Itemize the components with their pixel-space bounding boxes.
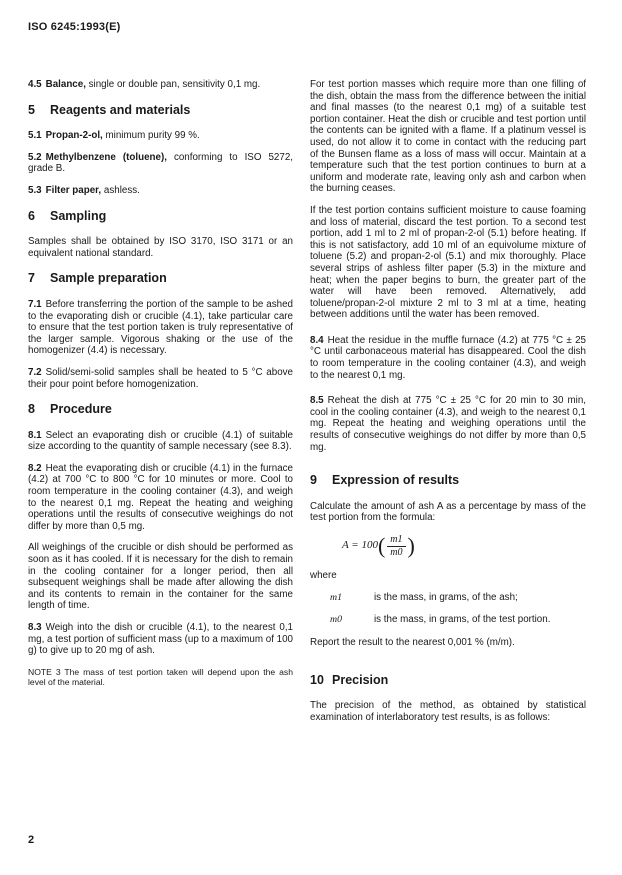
symbol-definitions [310,592,586,626]
clause-8-5: 8.5 Reheat the dish at 775 °C ± 25 °C for 20 min to 30 min, cool in the cooling container (4.3), and weigh to the nearest 0,1 mg. Repeat the heating and weighing operations until the results of consecutive weighings do not differ by more than 0,5 mg. [310,395,586,453]
precision-text: The precision of the method, as obtained by statistical examination of interlaboratory test results, is as follows: [310,700,586,723]
section-heading-6: 6 Sampling [28,208,107,223]
procedure-paragraph-2: If the test portion contains sufficient moisture to cause foaming and loss of material, discard the test portion. To a second test portion, add 1 ml to 2 ml of propan-2-ol (5.1) before heating. If this is not satisfactory, add 10 ml of an equivolume mixture of toluene (5.2) and propan-2-ol (5.1) and mix thoroughly. Place several strips of ashless filter paper (5.3) in the mixture and heat; when the paper begins to burn, the greater part of the water will have been removed. Alternatively, add toluene/propan-2-ol mixture 2 ml to 3 ml at a time, heating between additions until the water has been removed. [310,204,586,321]
clause-title: Balance, [45,79,86,90]
document-header: ISO 6245:1993(E) [28,21,121,33]
section-heading-5: 5 Reagents and materials [28,102,191,117]
clause-8-3: 8.3 Weigh into the dish or crucible (4.1), to the nearest 0,1 mg, a test portion of sufficient mass (up to a maximum of 100 g) to give up to 20 mg of ash. [28,622,293,657]
definition-row: m0 is the mass, in grams, of the test portion. [330,614,551,626]
report-instruction: Report the result to the nearest 0,001 % (m/m). [310,636,515,648]
left-column [28,79,293,698]
clause-5-1: 5.1 Propan-2-ol, minimum purity 99 %. [28,130,200,142]
formula-denominator: m0 [390,546,403,558]
procedure-paragraph-1: For test portion masses which require more than one filling of the dish, obtain the mass from the difference between the initial and final masses (to the nearest 0,1 mg) of a suitable test portion container. Heat the dish or crucible and test portion until the contents can be ignited with a flame. If a platinum vessel is used, do not allow it to come in contact with the reducing part of the Bunsen flame as a loss of mass will occur. Maintain at a temperature such that the test portion continues to burn at a uniform and moderate rate, leaving only ash and carbon when the burning ceases. [310,79,586,195]
ash-formula: A = 100 ( $\frac{m1}{m0}$ ) [342,533,415,559]
clause-7-1: 7.1 Before transferring the portion of the sample to be ashed to the evaporating dish or crucible (4.1), take particular care to ensure that the test portion taken is truly representative of the larger sample. Vigorous shaking or the use of the homogenizer (4.4) is necessary. [28,298,293,357]
clause-8-1: 8.1 Select an evaporating dish or crucible (4.1) of suitable size according to the quantity of sample necessary (see 8.3). [28,429,293,453]
right-column [310,79,586,733]
page-number: 2 [28,834,35,846]
clause-8-2-continued: All weighings of the crucible or dish should be performed as soon as it has cooled. If it is necessary for the dish to remain in the cooling container for a longer period, then all subsequent weighings shall be made after allowing the dish and its contents to remain in the container for the same length of time. [28,542,293,612]
clause-8-4: 8.4 Heat the residue in the muffle furnace (4.2) at 775 °C ± 25 °C until carbonaceous material has disappeared. Cool the dish to room temperature in the cooling container (4.3), and weigh to the nearest 0,1 mg. [310,334,586,381]
section-heading-7: 7 Sample preparation [28,271,167,286]
section-heading-9: 9 Expression of results [310,473,460,488]
clause-7-2: 7.2 Solid/semi-solid samples shall be heated to 5 °C above their pour point before homogenization. [28,366,293,390]
clause-number: 4.5 [28,79,42,90]
formula-lhs: A = 100 [342,539,378,552]
note-3: NOTE 3 The mass of test portion taken will depend upon the ash level of the material. [28,666,293,688]
section-heading-10: 10 Precision [310,672,389,687]
formula-fraction [387,534,405,558]
clause-5-3: 5.3 Filter paper, ashless. [28,184,140,196]
sampling-text: Samples shall be obtained by ISO 3170, ISO 3171 or an equivalent national standard. [28,236,293,259]
clause-text: single or double pan, sensitivity 0,1 mg. [85,79,261,90]
section-heading-8: 8 Procedure [28,402,112,417]
clause-4-5 [28,79,293,91]
where-label: where [310,570,337,582]
clause-8-2: 8.2 Heat the evaporating dish or crucible (4.1) in the furnace (4.2) at 700 °C to 800 °C for 10 minutes or more. Cool to room temperature in the cooling container (4.3), and weigh to the nearest 0,1 mg. Repeat the heating and weighing operations until the results of consecutive weighings do not differ by more than 0,5 mg. [28,462,293,532]
definition-row: m1 is the mass, in grams, of the ash; [330,591,518,603]
results-intro: Calculate the amount of ash A as a percentage by mass of the test portion from the formula: [310,500,586,524]
formula-numerator: m1 [387,534,405,547]
clause-5-2: 5.2 Methylbenzene (toluene), conforming to ISO 5272, grade B. [28,151,293,175]
